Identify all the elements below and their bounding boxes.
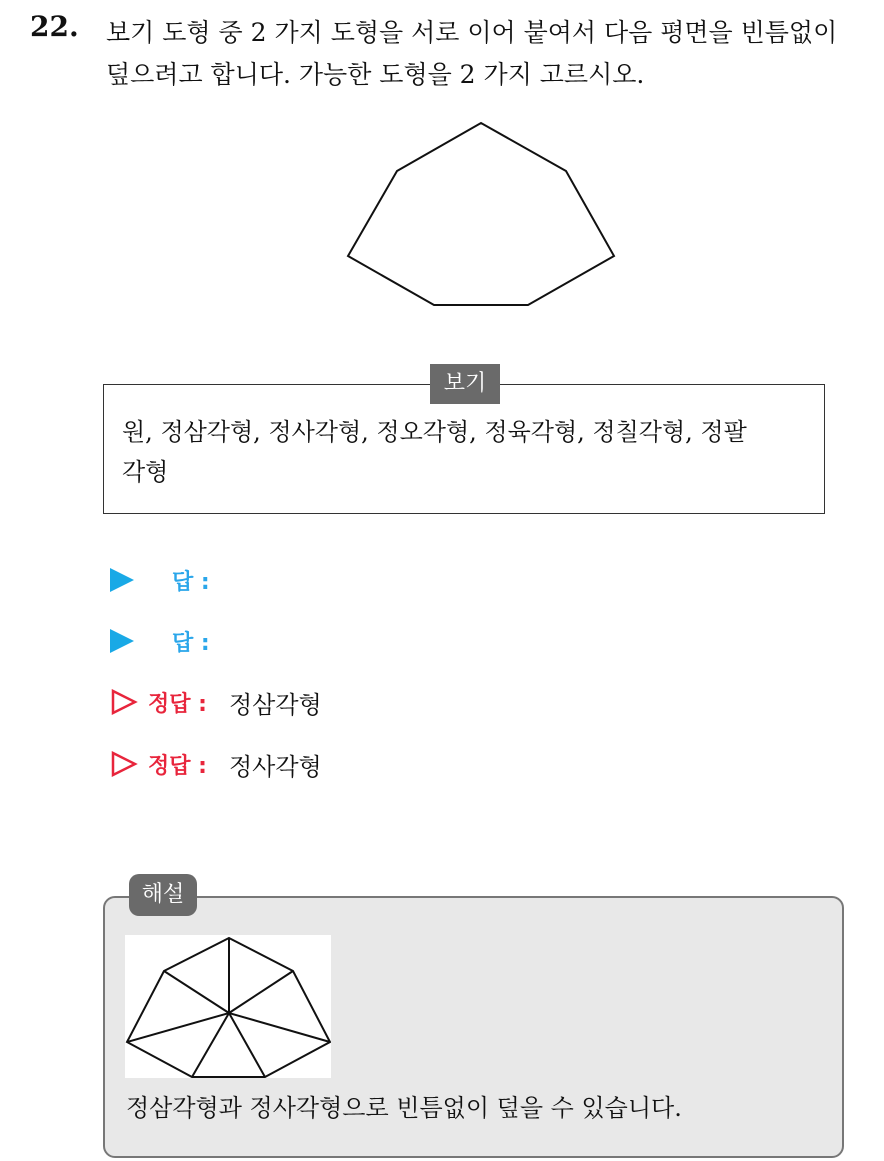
question-text	[106, 12, 876, 96]
bogi-tag: 보기	[430, 364, 500, 404]
question-line-1: 보기 도형 중 2 가지 도형을 서로 이어 붙여서 다음 평면을 빈틈없이	[106, 18, 838, 47]
heptagon-shape-figure	[340, 115, 630, 315]
correct-value: 정삼각형	[228, 690, 322, 719]
outline-arrow-icon	[110, 689, 138, 715]
bogi-text	[122, 412, 812, 492]
outline-arrow-icon	[110, 751, 138, 777]
correct-row-2	[110, 744, 322, 784]
play-arrow-icon	[110, 568, 134, 592]
bogi-line-2: 각형	[122, 458, 169, 486]
answer-label: 답 :	[172, 569, 210, 595]
answer-label: 답 :	[172, 630, 210, 656]
play-arrow-icon	[110, 629, 134, 653]
explanation-tag: 해설	[129, 874, 197, 916]
correct-value: 정사각형	[228, 752, 322, 781]
answer-row-2	[110, 621, 232, 661]
question-line-2: 덮으려고 합니다. 가능한 도형을 2 가지 고르시오.	[106, 60, 645, 89]
bogi-line-1: 원, 정삼각형, 정사각형, 정오각형, 정육각형, 정칠각형, 정팔	[122, 418, 747, 446]
correct-label: 정답 :	[148, 753, 207, 779]
question-number: 22.	[30, 10, 79, 43]
correct-row-1	[110, 682, 322, 722]
correct-label: 정답 :	[148, 691, 207, 717]
answer-row-1	[110, 560, 232, 600]
tiling-figure	[125, 935, 331, 1078]
explanation-text: 정삼각형과 정사각형으로 빈틈없이 덮을 수 있습니다.	[126, 1094, 682, 1122]
